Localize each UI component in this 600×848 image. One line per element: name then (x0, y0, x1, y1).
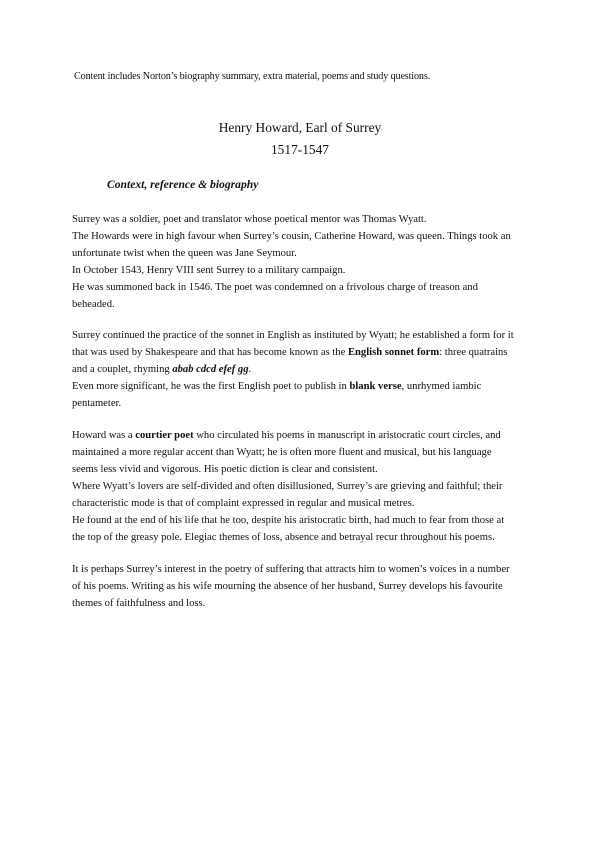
text-line (72, 378, 542, 395)
paragraph-courtier-poet (72, 427, 542, 546)
text-line: pentameter. (72, 398, 122, 409)
text-line: themes of faithfulness and loss. (72, 598, 206, 609)
rhyme-scheme: abab cdcd efef gg (172, 364, 249, 375)
text-line (72, 361, 542, 378)
text-run: : three quatrains (439, 347, 508, 358)
text-line (72, 344, 542, 361)
text-line: beheaded. (72, 299, 115, 310)
life-dates: 1517-1547 (270, 142, 330, 157)
text-line: In October 1543, Henry VIII sent Surrey to a military campaign. (72, 265, 346, 276)
text-line: the top of the greasy pole. Elegiac themes of loss, absence and betrayal recur throughout his poems. (72, 532, 495, 543)
term-courtier-poet: courtier poet (135, 430, 194, 441)
text-run: Even more significant, he was the first English poet to publish in (72, 381, 350, 392)
text-line: Surrey was a soldier, poet and translator whose poetical mentor was Thomas Wyatt. (72, 214, 427, 225)
text-line: It is perhaps Surrey’s interest in the poetry of suffering that attracts him to women’s voices in a number (72, 564, 510, 575)
content-note: Content includes Norton’s biography summary, extra material, poems and study questions. (74, 71, 431, 82)
section-heading: Context, reference & biography (107, 178, 259, 191)
text-line: The Howards were in high favour when Surrey’s cousin, Catherine Howard, was queen. Things took an (72, 231, 511, 242)
text-line: He found at the end of his life that he too, despite his aristocratic birth, had much to fear from those at (72, 515, 505, 526)
text-line: Where Wyatt’s lovers are self-divided and often disillusioned, Surrey’s are grieving and faithful; their (72, 481, 503, 492)
page-title: Henry Howard, Earl of Surrey (218, 120, 382, 135)
paragraph-women-voices (72, 561, 542, 612)
text-run: and a couplet, rhyming (72, 364, 173, 375)
text-line: characteristic mode is that of complaint expressed in regular and musical metres. (72, 498, 415, 509)
text-run: , unrhymed iambic (401, 381, 482, 392)
text-run: that was used by Shakespeare and that has become known as the (72, 347, 348, 358)
text-run: who circulated his poems in manuscript in aristocratic court circles, and (193, 430, 501, 441)
text-line: Surrey continued the practice of the sonnet in English as instituted by Wyatt; he established a form for it (72, 330, 514, 341)
text-line (72, 427, 542, 444)
term-blank-verse: blank verse (349, 381, 402, 392)
paragraph-sonnet (72, 327, 542, 412)
text-run: Howard was a (72, 430, 136, 441)
text-line: maintained a more regular accent than Wyatt; he is often more fluent and musical, but his language (72, 447, 492, 458)
text-line: unfortunate twist when the queen was Jane Seymour. (72, 248, 297, 259)
text-line: seems less vivid and vigorous. His poetic diction is clear and consistent. (72, 464, 378, 475)
paragraph-biography (72, 211, 542, 313)
text-line: of his poems. Writing as his wife mourning the absence of her husband, Surrey develops his favourite (72, 581, 503, 592)
text-run: . (248, 364, 252, 375)
text-line: He was summoned back in 1546. The poet was condemned on a frivolous charge of treason and (72, 282, 478, 293)
term-english-sonnet-form: English sonnet form (347, 347, 440, 358)
